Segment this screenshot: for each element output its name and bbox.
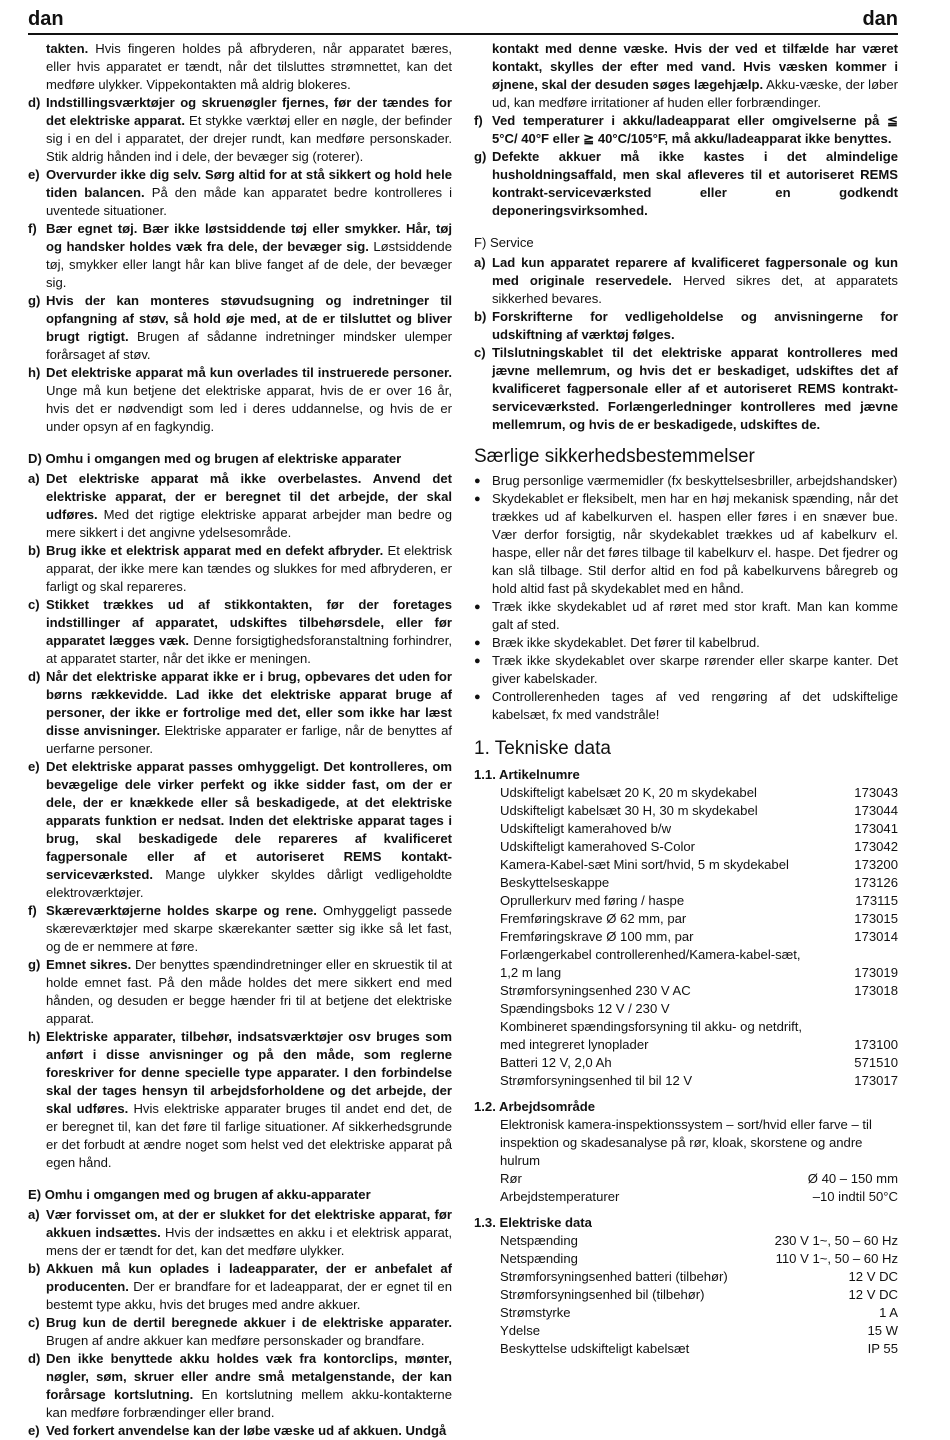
page-header-left: dan (28, 8, 64, 30)
table-row (474, 892, 898, 910)
row-label: Udskifteligt kamerahoved S-Color (500, 839, 696, 854)
table-row (474, 874, 898, 892)
row-label: Netspænding (500, 1233, 578, 1248)
table-row (474, 838, 898, 856)
table-row (474, 1304, 898, 1322)
row-value: 110 V 1~, 50 – 60 Hz (775, 1251, 898, 1266)
row-value: 173015 (854, 911, 898, 926)
row-label: Kamera-Kabel-sæt Mini sort/hvid, 5 m skydekabel (500, 857, 789, 872)
section-e-list (28, 1206, 452, 1440)
item-text: Brug ikke et elektrisk apparat med en defekt afbryder. Et elektrisk apparat, der ikke mere kan tændes og slukkes for med afbryderen, er farligt og skal repareres. (46, 543, 453, 594)
table-row (474, 1322, 898, 1340)
right-column (474, 40, 898, 1358)
work-area-heading: 1.2. Arbejdsområde (474, 1099, 596, 1114)
bullet-item (474, 472, 898, 490)
row-value: 173014 (854, 929, 898, 944)
bullet-icon: ● (474, 475, 481, 487)
item-text: Hvis der kan monteres støvudsugning og indretninger til opfangning af støv, så hold øje med, at de er tilsluttet og bliver brugt rigtigt. Brugen af sådanne indretninger mindsker ulemper forårsaget af støv. (46, 293, 452, 362)
item-text: Når det elektriske apparat ikke er i brug, opbevares det uden for børns rækkevidde. Lad ikke det elektriske apparat bruge af personer, der ikke er fortrolige med det, eller som ikke har læst disse anvisninger. Elektriske apparater er farlige, når de benyttes af uerfarne personer. (46, 669, 452, 756)
row-label: Strømstyrke (500, 1305, 571, 1320)
row-label: Oprullerkurv med føring / haspe (500, 893, 685, 908)
row-value: 1 A (879, 1305, 898, 1320)
table-row (474, 1250, 898, 1268)
item-text: Vær forvisset om, at der er slukket for det elektriske apparat, før akkuen indsættes. Hvis der indsættes en akku i et elektrisk apparat, mens der er tændt for det, kan det medføre ulykker. (46, 1207, 452, 1258)
item-label: c) (474, 345, 486, 360)
list-item (28, 1314, 452, 1350)
item-label: e) (28, 1423, 40, 1438)
row-label: Kombineret spændingsforsyning til akku- og netdrift, (500, 1019, 803, 1034)
table-row (474, 928, 898, 946)
item-label: d) (28, 669, 41, 684)
item-label: h) (28, 365, 41, 380)
table-row (474, 820, 898, 838)
item-text: Lad kun apparatet reparere af kvalificeret fagpersonale og kun med originale reservedele. Herved sikres det, at apparatets sikkerhed bevares. (492, 255, 898, 306)
section-d-list (28, 470, 452, 1172)
item-label: g) (28, 957, 41, 972)
row-label: Udskifteligt kabelsæt 20 K, 20 m skydekabel (500, 785, 757, 800)
row-value: 15 W (867, 1323, 898, 1338)
bullet-icon: ● (474, 637, 481, 649)
row-label: med integreret lynoplader (500, 1037, 649, 1052)
list-item (28, 956, 452, 1028)
item-text: Brug kun de dertil beregnede akkuer i de elektriske apparater. Brugen af andre akkuer kan medføre personskader og brandfare. (46, 1315, 452, 1348)
list-item (474, 112, 898, 148)
row-value: 173043 (854, 785, 898, 800)
row-value: 173018 (854, 983, 898, 998)
list-item (28, 1260, 452, 1314)
item-label: a) (28, 471, 40, 486)
row-label: Rør (500, 1171, 522, 1186)
table-row (474, 1170, 898, 1188)
item-text: Det elektriske apparat må kun overlades til instruerede personer. Unge må kun betjene det elektriske apparat, hvis de er over 16 år, hvis det er nødvendigt som led i deres uddannelse, og hvis de er under opsyn af en fagkyndig. (46, 365, 452, 434)
list-item (28, 1350, 452, 1422)
row-label: Strømforsyningsenhed batteri (tilbehør) (500, 1269, 728, 1284)
item-text: Ved forkert anvendelse kan der løbe væske ud af akkuen. Undgå (46, 1423, 447, 1438)
list-item (28, 166, 452, 220)
bullet-text: Træk ikke skydekablet ud af røret med stor kraft. Man kan komme galt af sted. (492, 599, 898, 632)
item-label: g) (28, 293, 41, 308)
bullet-icon: ● (474, 691, 481, 703)
row-label: Batteri 12 V, 2,0 Ah (500, 1055, 612, 1070)
work-area-text: Elektronisk kamera-inspektionssystem – sort/hvid eller farve – til inspektion og skadesanalyse på rør, kloak, skorstene og andre hulrum (500, 1117, 872, 1168)
row-label: Strømforsyningsenhed til bil 12 V (500, 1073, 693, 1088)
row-value: 230 V 1~, 50 – 60 Hz (774, 1233, 898, 1248)
item-label: e) (28, 167, 40, 182)
row-value: 173019 (854, 965, 898, 980)
table-row (474, 1340, 898, 1358)
row-value: 12 V DC (848, 1269, 898, 1284)
row-value: –10 indtil 50°C (812, 1189, 898, 1204)
row-value: 173044 (854, 803, 898, 818)
item-label: a) (474, 255, 486, 270)
item-text: Elektriske apparater, tilbehør, indsatsværktøjer osv bruges som anført i disse anvisninger og på den måde, som reglerne foreskriver for denne specielle type apparater. I den forbindelse skal der tages hensyn til arbejdsforholdene og det arbejde, der skal udføres. Hvis elektriske apparater bruges til andet end det, de er beregnet til, kan det føre til farlige situationer. Af sikkerhedsgrunde er det forbudt at ændre noget som helst ved det elektriske apparat på egen hånd. (46, 1029, 452, 1170)
item-text: Det elektriske apparat må ikke overbelastes. Anvend det elektriske apparat, der er beregnet til det arbejde, der skal udføres. Med det rigtige elektriske apparat arbejder man bedre og mere sikkert i det angivne ydelsesområde. (46, 471, 452, 540)
work-area-table (474, 1170, 898, 1206)
bullet-item (474, 652, 898, 688)
bullet-text: Controllerenheden tages af ved rengøring af det udskiftelige kabelsæt, fx med vandstråle! (492, 689, 898, 722)
table-row (474, 946, 898, 964)
row-value: 173115 (855, 893, 898, 908)
tech-data-heading: 1. Tekniske data (474, 738, 611, 759)
header-rule (28, 33, 898, 35)
item-text: Indstillingsværktøjer og skruenøgler fjernes, før der tændes for det elektriske apparat. Et stykke værktøj eller en nøgle, der befinder sig i en del i apparatet, der drejer rundt, kan medføre personskader. Stik aldrig hånden ind i dele, der bevæger sig (roterer). (46, 95, 453, 164)
row-label: Ydelse (500, 1323, 541, 1338)
row-value: 173200 (854, 857, 898, 872)
continued-paragraph: takten. Hvis fingeren holdes på afbryderen, når apparatet bæres, eller hvis apparatet er tændt, når det tilsluttes strømnettet, kan det medføre ulykker. Vippekontakten må aldrig blokeres. (46, 41, 452, 92)
item-label: b) (28, 543, 41, 558)
bullet-icon: ● (474, 493, 481, 505)
item-text: Ved temperaturer i akku/ladeapparat eller omgivelserne på ≦ 5°C/ 40°F eller ≧ 40°C/105°F, må akku/ladeapparat ikke benyttes. (492, 113, 898, 146)
bullet-item (474, 634, 898, 652)
table-row (474, 1054, 898, 1072)
section-f-heading: F) Service (474, 235, 534, 250)
item-label: h) (28, 1029, 41, 1044)
row-label: Netspænding (500, 1251, 578, 1266)
item-text: Skæreværktøjerne holdes skarpe og rene. Omhyggeligt passede skæreværktøjer med skarpe skærekanter sætter sig ikke så let fast, og de er nemmere at føre. (46, 903, 452, 954)
item-text: Overvurder ikke dig selv. Sørg altid for at stå sikkert og hold hele tiden balancen. På den måde kan apparatet bedre kontrolleres i uventede situationer. (46, 167, 452, 218)
list-item (28, 1422, 452, 1440)
list-item (28, 1206, 452, 1260)
table-row (474, 1072, 898, 1090)
row-label: Fremføringskrave Ø 62 mm, par (500, 911, 687, 926)
item-label: d) (28, 95, 41, 110)
bullet-icon: ● (474, 601, 481, 613)
item-label: g) (474, 149, 487, 164)
bullet-text: Skydekablet er fleksibelt, men har en høj mekanisk spænding, når det trækkes ud af kabelkurven el. haspen eller føres i en snæver bue. Vær derfor forsigtig, når skydekablet trækkes ud af kabelkurv el. haspe, eller når det føres tilbage til kabelkurv el. haspe. Det fjedrer og kan slå tilbage. Stil derfor altid en fod på kabelkurvens båregreb og hold altid fast på skydekablet med en hånd. (492, 491, 898, 596)
section-e-heading: E) Omhu i omgangen med og brugen af akku-apparater (28, 1187, 371, 1202)
list-item (28, 668, 452, 758)
item-label: c) (28, 1315, 40, 1330)
section-c-list (28, 94, 452, 436)
list-item (28, 220, 452, 292)
item-label: e) (28, 759, 40, 774)
item-label: c) (28, 597, 40, 612)
section-e-list-cont (474, 112, 898, 220)
table-row (474, 1286, 898, 1304)
item-label: f) (474, 113, 483, 128)
list-item (28, 94, 452, 166)
table-row (474, 1188, 898, 1206)
item-text: Tilslutningskablet til det elektriske apparat kontrolleres med jævne mellemrum, og hvis det er beskadiget, udskiftes det af kvalificeret fagpersonale eller af et autoriseret REMS kontrakt-serviceværksted. Forlængerledninger kontrolleres med jævne mellemrum, og hvis de er beskadigede, udskiftes de. (492, 345, 898, 432)
list-item (28, 758, 452, 902)
item-label: b) (28, 1261, 41, 1276)
row-label: Udskifteligt kabelsæt 30 H, 30 m skydekabel (500, 803, 758, 818)
special-safety-heading: Særlige sikkerhedsbestemmelser (474, 446, 755, 467)
table-row (474, 1000, 898, 1018)
list-item (474, 308, 898, 344)
row-value: 12 V DC (848, 1287, 898, 1302)
row-label: Forlængerkabel controllerenhed/Kamera-kabel-sæt, (500, 947, 801, 962)
bullet-item (474, 688, 898, 724)
item-text: Det elektriske apparat passes omhyggeligt. Det kontrolleres, om bevægelige dele virker perfekt og ikke sidder fast, om der er dele, der er knækkede eller så beskadigede, at det elektriske apparats funktion er nedsat. Inden det elektriske apparat tages i brug, skal beskadigede dele repareres af kvalificeret fagpersonale eller af et autoriseret REMS kontakt-serviceværksted. Mange ulykker skyldes dårligt vedligeholdte elektroværktøjer. (46, 759, 452, 900)
bullet-icon: ● (474, 655, 481, 667)
row-label: Spændingsboks 12 V / 230 V (500, 1001, 670, 1016)
row-label: Strømforsyningsenhed 230 V AC (500, 983, 691, 998)
bullet-text: Træk ikke skydekablet over skarpe rørender eller skarpe kanter. Det giver kabelskader. (492, 653, 898, 686)
list-item (28, 1028, 452, 1172)
bullet-text: Bræk ikke skydekablet. Det fører til kabelbrud. (492, 635, 760, 650)
section-f-list (474, 254, 898, 434)
row-value: 173042 (854, 839, 898, 854)
continued-paragraph: kontakt med denne væske. Hvis der ved et tilfælde har været kontakt, skylles der efter med vand. Hvis væsken kommer i øjnene, skal der desuden søges lægehjælp. Akku-væske, der løber ud, kan medføre irritationer af huden eller forbrændinger. (492, 41, 898, 110)
row-value: 173041 (854, 821, 898, 836)
list-item (28, 542, 452, 596)
row-label: Fremføringskrave Ø 100 mm, par (500, 929, 694, 944)
article-numbers-table (474, 784, 898, 1090)
table-row (474, 1018, 898, 1036)
item-label: d) (28, 1351, 41, 1366)
item-text: Den ikke benyttede akku holdes væk fra kontorclips, mønter, nøgler, søm, skruer eller andre små metalgenstande, der kan forårsage kortslutning. En kortslutning mellem akku-kontakterne kan medføre forbrændinger eller brand. (46, 1351, 452, 1420)
table-row (474, 1036, 898, 1054)
list-item (474, 344, 898, 434)
table-row (474, 784, 898, 802)
item-text: Bær egnet tøj. Bær ikke løstsiddende tøj eller smykker. Hår, tøj og handsker holdes væk fra dele, der bevæger sig. Løstsiddende tøj, smykker eller langt hår kan blive fanget af de dele, der bevæger sig. (46, 221, 452, 290)
list-item (28, 292, 452, 364)
section-d-heading: D) Omhu i omgangen med og brugen af elektriske apparater (28, 451, 402, 466)
safety-bullet-list (474, 472, 898, 724)
electrical-data-heading: 1.3. Elektriske data (474, 1215, 592, 1230)
table-row (474, 1232, 898, 1250)
table-row (474, 1268, 898, 1286)
table-row (474, 964, 898, 982)
row-value: 173126 (854, 875, 898, 890)
bullet-item (474, 598, 898, 634)
left-column (28, 40, 452, 1440)
row-label: Beskyttelse udskifteligt kabelsæt (500, 1341, 690, 1356)
bullet-text: Brug personlige værmemidler (fx beskyttelsesbriller, arbejdshandsker) (492, 473, 898, 488)
table-row (474, 802, 898, 820)
row-label: Udskifteligt kamerahoved b/w (500, 821, 672, 836)
row-value: Ø 40 – 150 mm (807, 1171, 898, 1186)
row-label: Strømforsyningsenhed bil (tilbehør) (500, 1287, 705, 1302)
table-row (474, 910, 898, 928)
row-label: 1,2 m lang (500, 965, 562, 980)
list-item (28, 902, 452, 956)
item-label: a) (28, 1207, 40, 1222)
row-value: IP 55 (867, 1341, 898, 1356)
row-value: 173100 (854, 1037, 898, 1052)
page-header-right: dan (862, 8, 898, 30)
item-label: f) (28, 221, 37, 236)
item-text: Forskrifterne for vedligeholdelse og anvisningerne for udskiftning af værktøj følges. (492, 309, 898, 342)
row-label: Arbejdstemperaturer (500, 1189, 620, 1204)
articles-heading: 1.1. Artikelnumre (474, 767, 580, 782)
item-text: Defekte akkuer må ikke kastes i det almindelige husholdningsaffald, men skal afleveres til et autoriseret REMS kontrakt-serviceværksted eller en godkendt deponeringsvirksomhed. (492, 149, 898, 218)
row-value: 571510 (854, 1055, 898, 1070)
item-text: Stikket trækkes ud af stikkontakten, før der foretages indstillinger af apparatet, udskiftes tilbehørsdele, eller før apparatet lægges væk. Denne forsigtighedsforanstaltning forhindrer, at apparatet starter, når det ikke er meningen. (46, 597, 452, 666)
item-text: Emnet sikres. Der benyttes spændindretninger eller en skruestik til at holde emnet fast. På den måde holdes det mere sikkert end med hånden, og desuden er begge hænder fri til at betjene det elektriske apparat. (46, 957, 453, 1026)
list-item (28, 470, 452, 542)
item-label: b) (474, 309, 487, 324)
list-item (28, 364, 452, 436)
list-item (28, 596, 452, 668)
table-row (474, 856, 898, 874)
list-item (474, 148, 898, 220)
item-text: Akkuen må kun oplades i ladeapparater, der er anbefalet af producenten. Der er brandfare for et ladeapparat, der er egnet til en bestemt type akku, hvis det bruges med andre akkuer. (46, 1261, 452, 1312)
bullet-item (474, 490, 898, 598)
table-row (474, 982, 898, 1000)
list-item (474, 254, 898, 308)
row-value: 173017 (854, 1073, 898, 1088)
electrical-data-table (474, 1232, 898, 1358)
item-label: f) (28, 903, 37, 918)
row-label: Beskyttelseskappe (500, 875, 610, 890)
